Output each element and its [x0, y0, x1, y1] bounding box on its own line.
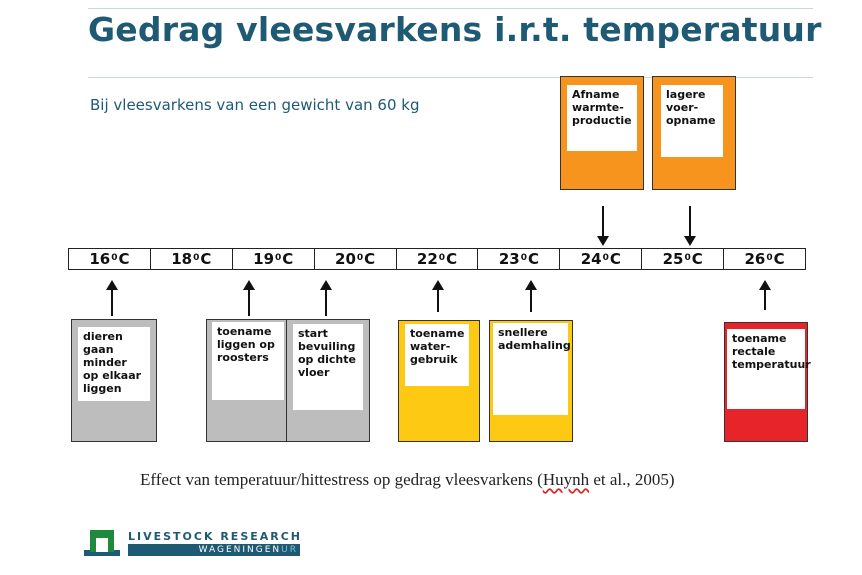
degree-mark: 0 [193, 253, 200, 263]
scale-unit: C [364, 250, 376, 268]
scale-degree: 18 [171, 250, 193, 268]
scale-degree: 24 [580, 250, 602, 268]
arrow-up-16 [111, 282, 113, 316]
scale-unit: C [773, 250, 785, 268]
scale-cell-16 [69, 249, 151, 269]
page-subtitle: Bij vleesvarkens van een gewicht van 60 kg [90, 96, 420, 114]
degree-mark: 0 [684, 253, 691, 263]
arrow-up-26 [764, 282, 766, 310]
effect-label-bevuiling: start bevuiling op dichte vloer [293, 324, 363, 410]
effect-box-elkaar-liggen [71, 319, 157, 442]
arrow-up-22 [437, 282, 439, 312]
logo-line1: LIVESTOCK RESEARCH [128, 530, 303, 543]
scale-cell-23 [478, 249, 560, 269]
degree-mark: 0 [111, 253, 118, 263]
effect-label-roosters: toename liggen op roosters [212, 322, 284, 400]
scale-degree: 16 [89, 250, 111, 268]
effect-label-voeropname: lagere voer-opname [661, 85, 723, 157]
effect-label-warmteproductie: Afname warmte-productie [567, 85, 637, 151]
scale-cell-20 [315, 249, 397, 269]
arrow-up-19 [248, 282, 250, 316]
caption-reference-end: et al., 2005) [589, 470, 675, 489]
logo-line2 [128, 544, 300, 556]
effect-label-rectale: toename rectale temperatuur [727, 329, 805, 409]
scale-unit: C [282, 250, 294, 268]
scale-unit: C [446, 250, 458, 268]
caption-reference: Huynh [542, 470, 590, 489]
logo-mark-icon [82, 528, 122, 560]
caption-text: Effect van temperatuur/hittestress op gedrag vleesvarkens ( [140, 470, 543, 489]
scale-unit: C [527, 250, 539, 268]
effect-label-ademhaling: snellere ademhaling [493, 323, 568, 415]
arrow-up-23 [530, 282, 532, 312]
scale-degree: 20 [335, 250, 356, 268]
arrow-down-25 [689, 206, 691, 244]
figure-caption [140, 470, 675, 490]
scale-unit: C [609, 250, 621, 268]
logo-wageningen: WAGENINGEN [198, 545, 282, 555]
degree-mark: 0 [438, 253, 446, 263]
arrow-down-24 [602, 206, 604, 244]
scale-degree: 26 [744, 250, 766, 268]
effect-box-roosters [206, 319, 288, 442]
effect-label-elkaar-liggen: dieren gaan minder op elkaar liggen [78, 327, 150, 401]
scale-degree: 23 [498, 250, 520, 268]
scale-degree: 25 [662, 250, 684, 268]
degree-mark: 0 [766, 253, 773, 263]
scale-degree: 19 [253, 250, 275, 268]
effect-box-watergebruik [398, 320, 480, 442]
degree-mark: 0 [520, 253, 527, 263]
temperature-scale [68, 248, 806, 270]
top-divider [88, 8, 813, 9]
scale-cell-26 [724, 249, 805, 269]
page-title: Gedrag vleesvarkens i.r.t. temperatuur [88, 10, 822, 49]
scale-cell-22 [397, 249, 479, 269]
degree-mark: 0 [356, 253, 364, 263]
logo-ur: UR [281, 545, 298, 555]
scale-cell-24 [560, 249, 642, 269]
effect-box-ademhaling [489, 320, 573, 442]
effect-box-rectale [724, 322, 811, 442]
arrow-up-20 [325, 282, 327, 316]
scale-unit: C [118, 250, 130, 268]
effect-box-voeropname [652, 76, 736, 190]
degree-mark: 0 [275, 253, 282, 263]
scale-cell-25 [642, 249, 724, 269]
effect-box-warmteproductie [560, 76, 644, 190]
degree-mark: 0 [602, 253, 609, 263]
effect-box-bevuiling [286, 319, 370, 442]
scale-degree: 22 [416, 250, 438, 268]
scale-cell-19 [233, 249, 315, 269]
effect-label-watergebruik: toename water-gebruik [405, 324, 469, 386]
scale-unit: C [200, 250, 212, 268]
scale-cell-18 [151, 249, 233, 269]
scale-unit: C [691, 250, 703, 268]
